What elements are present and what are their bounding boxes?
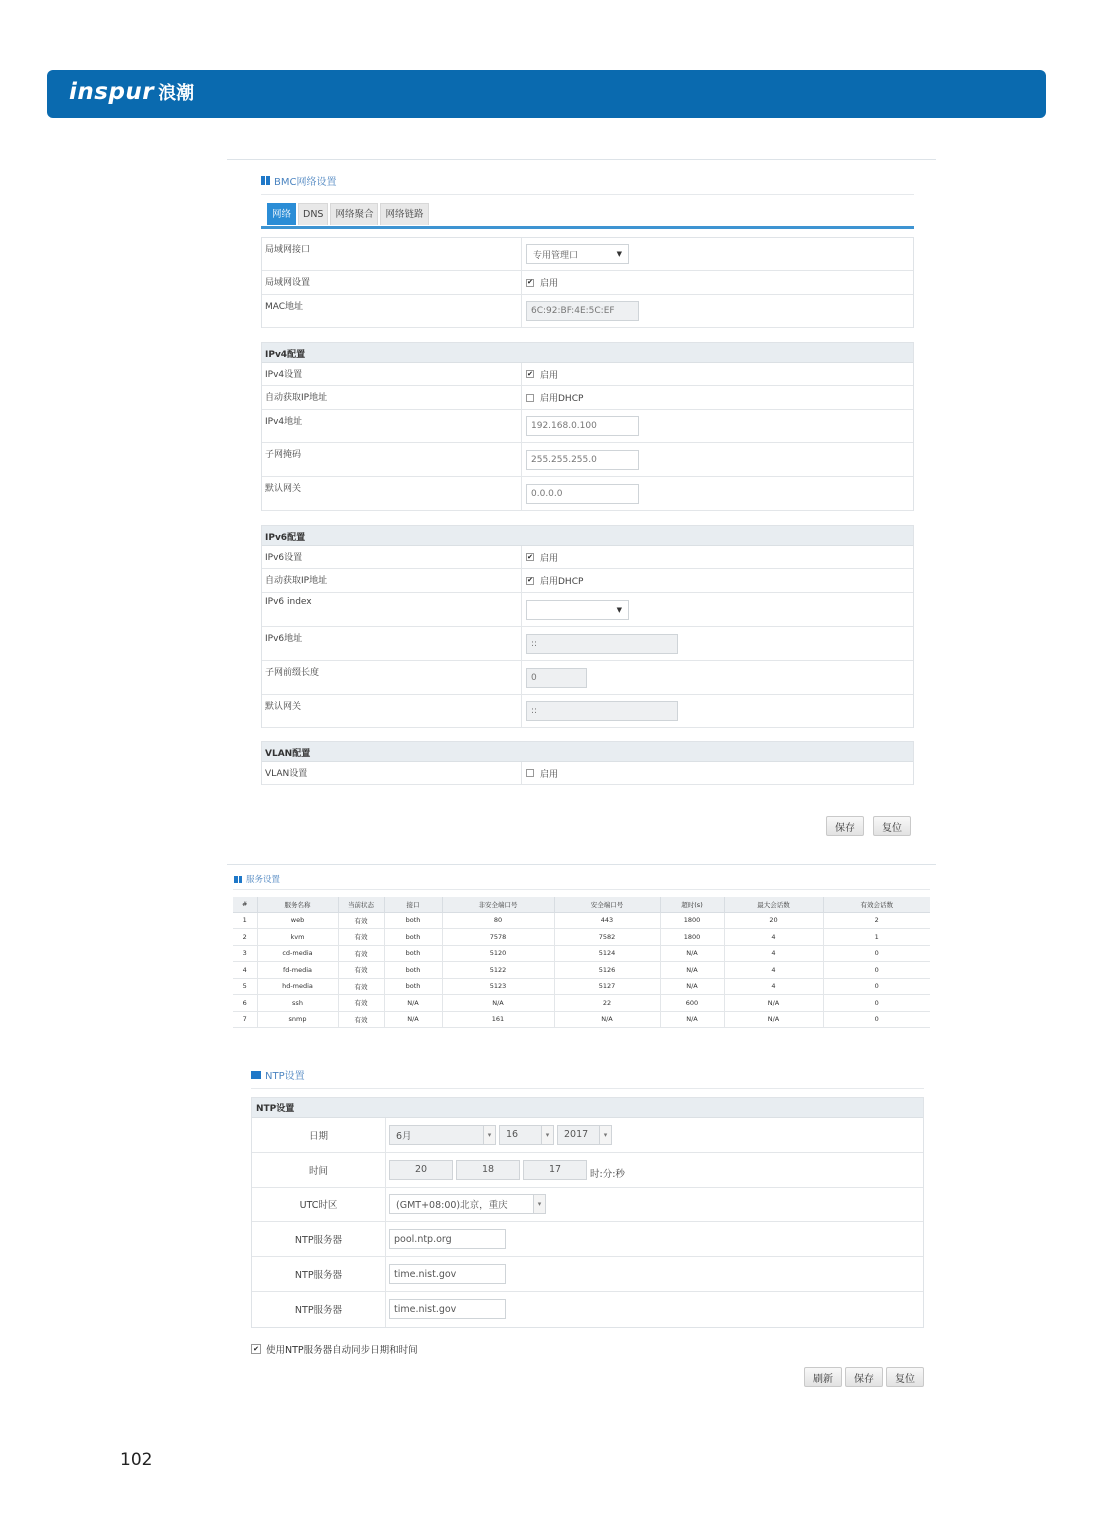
ipv6-dhcp-label: 自动获取IP地址 <box>262 569 522 592</box>
table-row[interactable]: 5 hd-media 有效 both 5123 5127 N/A 4 0 <box>233 978 930 995</box>
ipv6-index-label: IPv6 index <box>262 593 522 626</box>
tab-dns[interactable]: DNS <box>298 203 328 225</box>
utc-tz-label: UTC时区 <box>252 1188 386 1222</box>
lan-settings-grid: 局域网接口 专用管理口 ▼ 局域网设置 ✔ 启用 MAC地址 6C:92:BF:4E:5C:EF <box>261 237 914 328</box>
prefix-length-label: 子网前缀长度 <box>262 661 522 694</box>
vlan-setting-label: VLAN设置 <box>262 762 522 784</box>
table-row[interactable]: 4 fd-media 有效 both 5122 5126 N/A 4 0 <box>233 962 930 979</box>
day-select[interactable]: 16 ▾ <box>499 1125 554 1145</box>
tab-network[interactable]: 网络 <box>267 203 296 225</box>
col-secure-port: 安全端口号 <box>554 897 660 912</box>
caret-down-icon: ▾ <box>533 1195 545 1213</box>
save-button[interactable]: 保存 <box>826 816 864 836</box>
ntp-server-3-label: NTP服务器 <box>252 1292 386 1327</box>
ipv6-index-select[interactable] <box>526 600 629 620</box>
ntp-title-divider <box>251 1088 924 1089</box>
col-timeout: 超时(s) <box>660 897 724 912</box>
subnet-mask-label: 子网掩码 <box>262 443 522 476</box>
refresh-button[interactable]: 刷新 <box>804 1367 842 1387</box>
services-table <box>233 897 930 1028</box>
time-label: 时间 <box>252 1153 386 1187</box>
ipv4-address-label: IPv4地址 <box>262 410 522 442</box>
hour-field[interactable]: 20 <box>389 1160 453 1180</box>
ntp-reset-button[interactable]: 复位 <box>886 1367 924 1387</box>
table-row[interactable]: 7 snmp 有效 N/A 161 N/A N/A N/A 0 <box>233 1011 930 1028</box>
col-interface: 接口 <box>384 897 442 912</box>
vlan-group-header: VLAN配置 <box>262 742 913 762</box>
section-square-icon <box>261 176 270 185</box>
mac-label: MAC地址 <box>262 295 522 327</box>
lan-interface-label: 局域网接口 <box>262 238 522 270</box>
ntp-server-1-label: NTP服务器 <box>252 1222 386 1256</box>
ipv6-gateway-label: 默认网关 <box>262 695 522 727</box>
subnet-mask-input[interactable]: 255.255.255.0 <box>526 450 639 470</box>
ipv4-group-header: IPv4配置 <box>262 343 913 363</box>
ntp-server-2-input[interactable]: time.nist.gov <box>389 1264 506 1284</box>
services-panel-top-border <box>227 864 936 865</box>
ntp-grid <box>251 1097 924 1328</box>
ipv6-address-label: IPv6地址 <box>262 627 522 660</box>
ipv4-dhcp-checkbox[interactable] <box>526 394 534 402</box>
minute-field[interactable]: 18 <box>456 1160 520 1180</box>
year-select[interactable]: 2017 ▾ <box>557 1125 612 1145</box>
col-status: 当前状态 <box>338 897 384 912</box>
month-select[interactable]: 6月 ▾ <box>389 1125 496 1145</box>
ipv6-setting-label: IPv6设置 <box>262 546 522 568</box>
section-square-icon <box>234 876 242 883</box>
auto-sync-row[interactable]: ✔ 使用NTP服务器自动同步日期和时间 <box>251 1342 418 1356</box>
ipv6-grid: IPv6配置 IPv6设置 ✔ 启用 自动获取IP地址 ✔ 启用DHCP IPv6 index ▼ IPv6地址 :: 子网前缀长度 0 默认网关 :: <box>261 525 914 728</box>
vlan-grid: VLAN配置 VLAN设置 启用 <box>261 741 914 785</box>
services-section-title: 服务设置 <box>234 873 280 885</box>
page-number: 102 <box>120 1450 153 1470</box>
second-field[interactable]: 17 <box>523 1160 587 1180</box>
caret-down-icon: ▼ <box>616 605 622 614</box>
col-max-sessions: 最大会话数 <box>724 897 823 912</box>
ntp-group-header: NTP设置 <box>252 1098 923 1118</box>
ipv4-grid: IPv4配置 IPv4设置 ✔ 启用 自动获取IP地址 启用DHCP IPv4地址 192.168.0.100 子网掩码 255.255.255.0 默认网关 0.0.0.0 <box>261 342 914 511</box>
table-row[interactable]: 1 web 有效 both 80 443 1800 20 2 <box>233 912 930 929</box>
time-unit-label: 时:分:秒 <box>590 1168 625 1180</box>
services-table-header <box>233 897 930 912</box>
ipv6-dhcp-checkbox[interactable]: ✔ <box>527 576 533 584</box>
ntp-section-title: NTP设置 <box>251 1067 305 1082</box>
auto-sync-checkbox[interactable]: ✔ <box>251 1344 261 1354</box>
reset-button[interactable]: 复位 <box>873 816 911 836</box>
ipv4-setting-label: IPv4设置 <box>262 363 522 385</box>
ipv6-address-input: :: <box>526 634 678 654</box>
tab-link[interactable]: 网络链路 <box>380 203 428 225</box>
date-label: 日期 <box>252 1118 386 1152</box>
vlan-enable-checkbox[interactable] <box>526 769 534 777</box>
tab-underline <box>261 226 914 229</box>
lan-setting-label: 局域网设置 <box>262 271 522 294</box>
section-square-icon <box>251 1071 261 1079</box>
mac-address-field: 6C:92:BF:4E:5C:EF <box>526 301 639 321</box>
caret-down-icon: ▾ <box>599 1126 611 1144</box>
caret-down-icon: ▼ <box>616 250 622 258</box>
caret-down-icon: ▾ <box>541 1126 553 1144</box>
prefix-length-input: 0 <box>526 668 587 688</box>
col-service-name: 服务名称 <box>257 897 338 912</box>
col-active-sessions: 有效会话数 <box>823 897 930 912</box>
tab-bonding[interactable]: 网络聚合 <box>330 203 378 225</box>
ntp-server-1-input[interactable]: pool.ntp.org <box>389 1229 506 1249</box>
ipv4-dhcp-label: 自动获取IP地址 <box>262 386 522 409</box>
ntp-save-button[interactable]: 保存 <box>845 1367 883 1387</box>
timezone-select[interactable]: (GMT+08:00)北京，重庆 ▾ <box>389 1194 546 1214</box>
lan-enable-checkbox[interactable]: ✔ <box>527 278 533 286</box>
col-index: # <box>233 897 257 912</box>
ipv6-group-header: IPv6配置 <box>262 526 913 546</box>
bmc-tabs <box>267 203 429 225</box>
services-title-divider <box>233 889 930 890</box>
bmc-title-divider <box>261 194 914 195</box>
ipv4-gateway-input[interactable]: 0.0.0.0 <box>526 484 639 504</box>
bmc-panel-top-border <box>227 159 936 160</box>
ipv6-gateway-input: :: <box>526 701 678 721</box>
table-row[interactable]: 3 cd-media 有效 both 5120 5124 N/A 4 0 <box>233 945 930 962</box>
table-row[interactable]: 2 kvm 有效 both 7578 7582 1800 4 1 <box>233 929 930 946</box>
ipv4-enable-checkbox[interactable]: ✔ <box>527 369 533 378</box>
ipv6-enable-checkbox[interactable]: ✔ <box>527 552 533 561</box>
ipv4-gateway-label: 默认网关 <box>262 477 522 510</box>
ipv4-address-input[interactable]: 192.168.0.100 <box>526 416 639 436</box>
lan-interface-select[interactable]: 专用管理口 ▼ <box>526 244 629 264</box>
header-bar <box>47 70 1046 118</box>
caret-down-icon: ▾ <box>483 1126 495 1144</box>
inspur-logo: inspur 浪潮 <box>69 79 195 105</box>
ntp-server-3-input[interactable]: time.nist.gov <box>389 1299 506 1319</box>
table-row[interactable]: 6 ssh 有效 N/A N/A 22 600 N/A 0 <box>233 995 930 1012</box>
ntp-server-2-label: NTP服务器 <box>252 1257 386 1291</box>
col-nonsecure-port: 非安全端口号 <box>442 897 554 912</box>
bmc-section-title: BMC网络设置 <box>261 173 336 188</box>
